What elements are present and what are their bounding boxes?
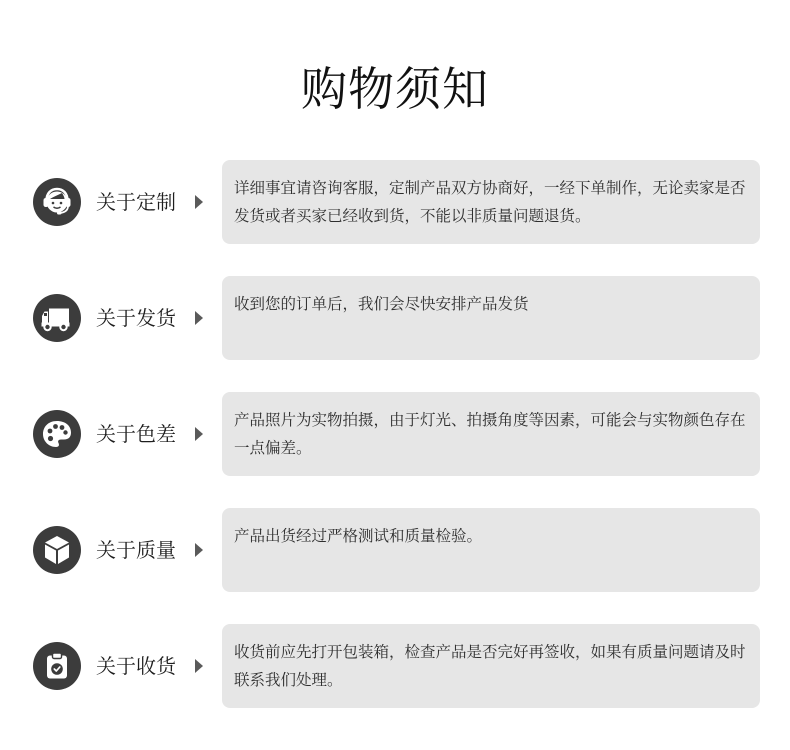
notice-text-receiving: 收货前应先打开包装箱，检查产品是否完好再签收，如果有质量问题请及时联系我们处理。 — [234, 643, 746, 689]
notice-text-color: 产品照片为实物拍摄，由于灯光、拍摄角度等因素，可能会与实物颜色存在一点偏差。 — [234, 411, 746, 457]
caret-right-icon — [195, 195, 203, 209]
row-label-custom: 关于定制 — [96, 190, 176, 214]
row-label-receiving: 关于收货 — [96, 654, 176, 678]
notice-box-quality — [222, 508, 760, 592]
truck-icon — [33, 294, 81, 342]
package-box-icon — [33, 526, 81, 574]
notice-row-color — [0, 392, 790, 476]
notice-row-custom — [0, 160, 790, 244]
notice-box-color — [222, 392, 760, 476]
notice-row-quality — [0, 508, 790, 592]
notice-row-receiving — [0, 624, 790, 708]
notice-text-shipping: 收到您的订单后，我们会尽快安排产品发货 — [234, 295, 529, 313]
clipboard-check-icon — [33, 642, 81, 690]
caret-right-icon — [195, 311, 203, 325]
notice-box-custom — [222, 160, 760, 244]
caret-right-icon — [195, 427, 203, 441]
palette-icon — [33, 410, 81, 458]
notice-text-custom: 详细事宜请咨询客服，定制产品双方协商好，一经下单制作，无论卖家是否发货或者买家已经收到货，不能以非质量问题退货。 — [234, 179, 746, 225]
row-label-color: 关于色差 — [96, 422, 176, 446]
notice-text-quality: 产品出货经过严格测试和质量检验。 — [234, 527, 483, 545]
headset-support-icon — [33, 178, 81, 226]
caret-right-icon — [195, 659, 203, 673]
page-title: 购物须知 — [301, 62, 489, 116]
row-label-quality: 关于质量 — [96, 538, 176, 562]
caret-right-icon — [195, 543, 203, 557]
notice-box-receiving — [222, 624, 760, 708]
row-label-shipping: 关于发货 — [96, 306, 176, 330]
notice-box-shipping — [222, 276, 760, 360]
notice-row-shipping — [0, 276, 790, 360]
